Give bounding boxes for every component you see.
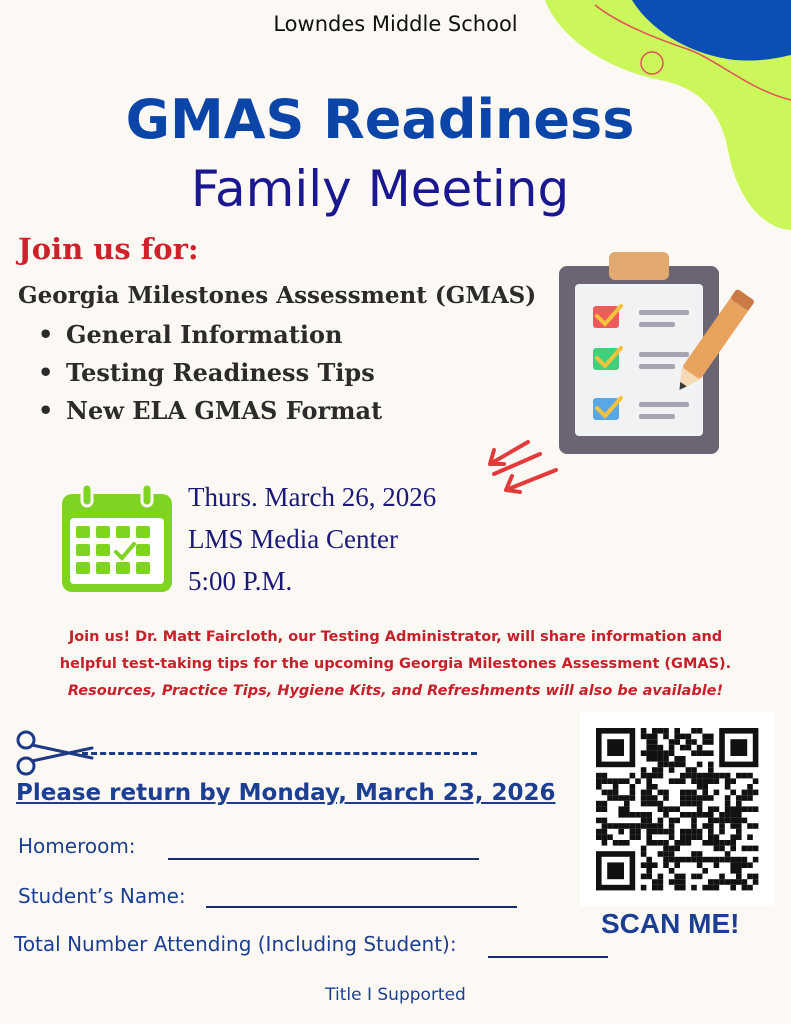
event-time: 5:00 P.M. xyxy=(188,566,293,596)
topic-item: • General Information xyxy=(38,316,382,354)
description-line: Resources, Practice Tips, Hygiene Kits, and Refreshments will also be available! xyxy=(67,683,724,699)
calendar-icon xyxy=(58,480,176,596)
footer-note: Title I Supported xyxy=(325,985,466,1005)
join-heading: Join us for: xyxy=(18,232,199,266)
event-description xyxy=(0,624,791,705)
page-title: GMAS Readiness xyxy=(125,88,635,151)
topic-list xyxy=(38,316,382,430)
topic-item: • New ELA GMAS Format xyxy=(38,392,382,430)
event-location: LMS Media Center xyxy=(188,524,398,554)
arrow-icon xyxy=(484,434,564,500)
clipboard-icon xyxy=(555,248,755,460)
attending-label: Total Number Attending (Including Student): xyxy=(14,932,457,956)
page-subtitle: Family Meeting xyxy=(190,160,570,218)
student-name-label: Student’s Name: xyxy=(18,884,186,908)
homeroom-label: Homeroom: xyxy=(18,834,136,858)
cut-line xyxy=(82,752,477,755)
qr-code[interactable] xyxy=(580,712,774,906)
event-date: Thurs. March 26, 2026 xyxy=(188,482,437,512)
topic-item: • Testing Readiness Tips xyxy=(38,354,382,392)
description-line: Join us! Dr. Matt Faircloth, our Testing Administrator, will share information and xyxy=(68,629,723,645)
student-name-field[interactable] xyxy=(206,906,517,908)
assessment-name: Georgia Milestones Assessment (GMAS) xyxy=(18,282,537,309)
attending-field[interactable] xyxy=(488,956,608,958)
school-name: Lowndes Middle School xyxy=(273,12,518,36)
scan-me-label: SCAN ME! xyxy=(601,908,740,939)
return-deadline: Please return by Monday, March 23, 2026 xyxy=(16,780,556,806)
description-line: helpful test-taking tips for the upcoming Georgia Milestones Assessment (GMAS). xyxy=(59,656,732,672)
homeroom-field[interactable] xyxy=(168,858,479,860)
